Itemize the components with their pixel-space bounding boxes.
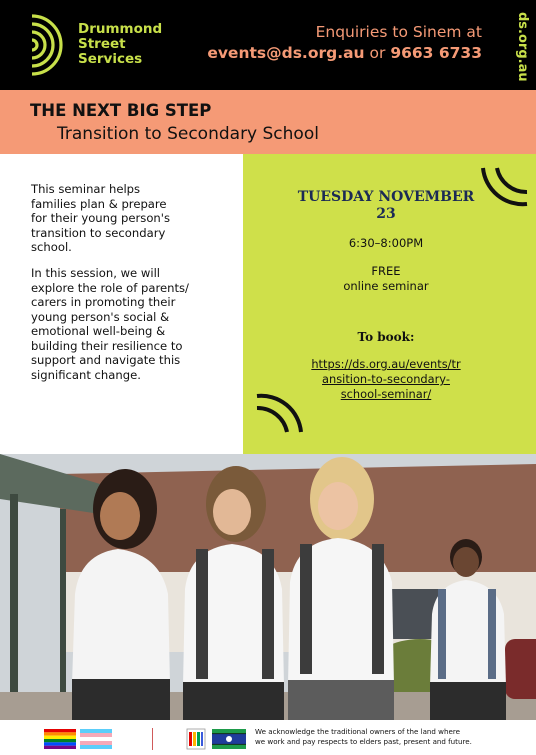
email-link[interactable]: events@ds.org.au [207,44,365,62]
brand-line-3: Services [78,51,143,67]
booking-link-line[interactable]: school-seminar/ [340,387,432,401]
acknowledgement-line: We acknowledge the traditional owners of the land where [255,727,460,736]
brand-name [78,22,162,67]
brand-line-1: Drummond [78,21,163,37]
session-line: young person's social & [31,309,170,324]
intro-paragraph [31,182,216,255]
session-line: support and navigate this [31,353,181,367]
session-line: In this session, we will [31,266,161,280]
torres-strait-flag-icon [212,729,246,749]
session-line: carers in promoting their [31,295,176,309]
info-column [0,154,243,454]
title-band [0,90,536,154]
intro-line: school. [31,240,72,254]
footer-bar [0,720,536,755]
rainbow-flag-icon [44,729,76,749]
phone-number[interactable]: 9663 6733 [390,44,482,62]
event-column [243,154,536,454]
session-line: significant change. [31,367,141,382]
intro-line: for their young person's [31,211,170,225]
intro-line: This seminar helps [31,182,141,196]
acknowledgement-line: we work and pay respects to elders past, present and future. [255,737,472,746]
students-illustration [0,454,536,720]
or-text: or [364,44,391,62]
arc-decoration-icon [255,386,305,436]
event-price-format [243,264,529,294]
session-paragraph [31,266,216,382]
footer-divider [152,728,153,750]
frog-logo-icon [186,728,206,750]
session-line: building their resilience to [31,338,183,353]
event-date-line-1: TUESDAY NOVEMBER [297,189,475,205]
brand-line-2: Street [78,36,126,52]
intro-line: transition to secondary [31,225,166,240]
drummond-logo-icon [28,13,68,77]
session-line: emotional well-being & [31,324,166,338]
intro-line: families plan & prepare [31,196,167,211]
booking-link[interactable] [291,357,481,402]
session-line: explore the role of parents/ [31,280,189,295]
contact-line [207,43,482,64]
booking-link-line[interactable]: https://ds.org.au/events/tr [311,357,461,371]
page-title: THE NEXT BIG STEP [30,101,212,120]
acknowledgement-text [255,727,525,747]
event-date-line-2: 23 [376,206,396,222]
page-subtitle: Transition to Secondary School [57,124,319,144]
booking-link-line[interactable]: ansition-to-secondary- [322,372,450,386]
event-time: 6:30–8:00PM [348,236,424,250]
to-book-label: To book: [357,330,415,344]
students-photo [0,454,536,720]
side-url-text[interactable]: ds.org.au [515,12,530,82]
event-price: FREE [371,264,401,278]
enquiry-block [207,22,482,64]
enquiry-line: Enquiries to Sinem at [315,23,482,41]
header-bar [0,0,536,90]
event-format: online seminar [343,279,429,293]
trans-flag-icon [80,729,112,749]
event-date [243,189,529,223]
